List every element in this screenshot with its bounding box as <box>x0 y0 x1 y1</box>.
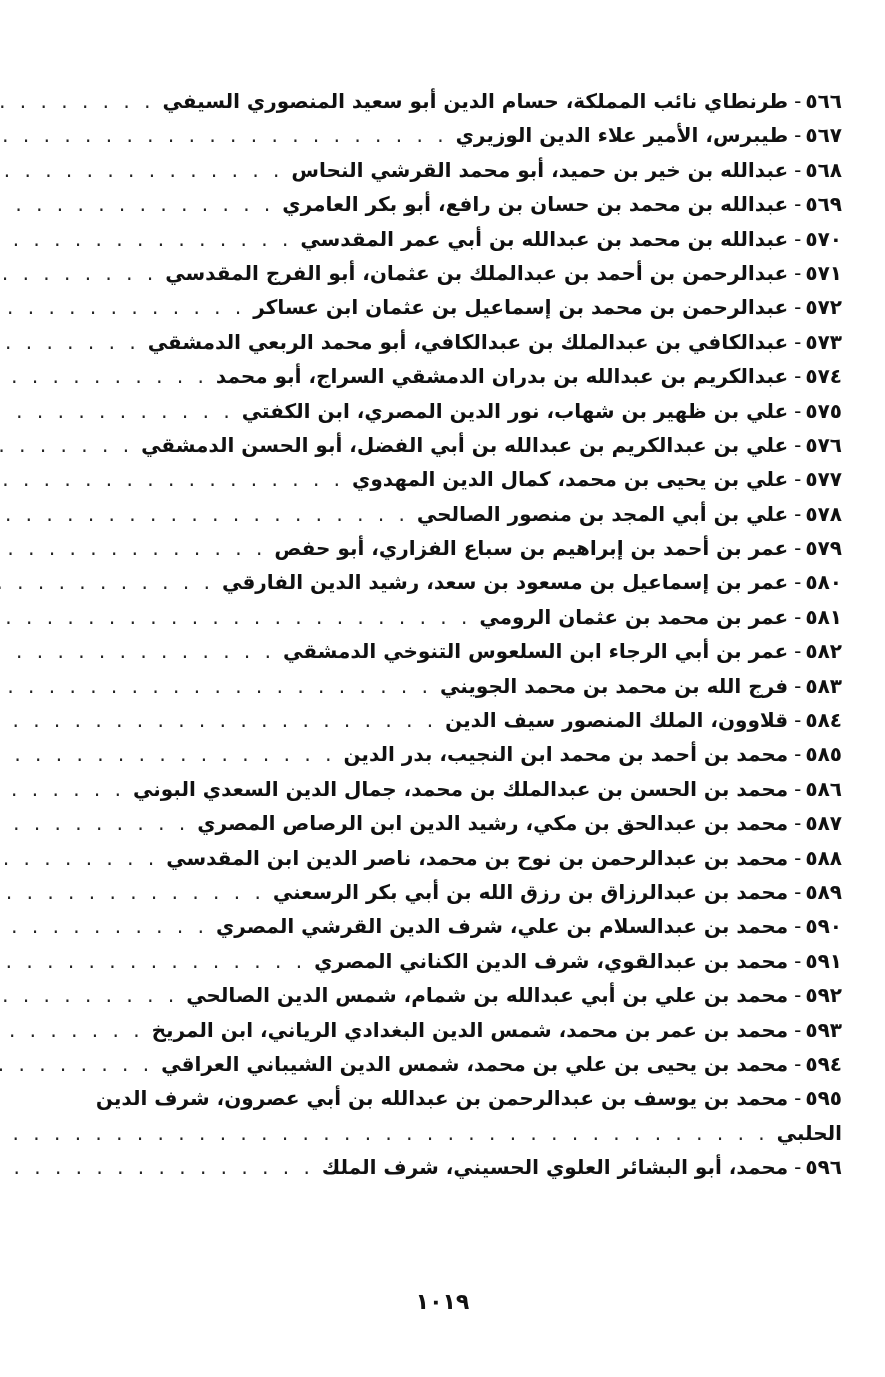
entry-number: ٥٨٢ <box>805 639 842 664</box>
index-entry <box>92 290 842 324</box>
leader-dots <box>0 1150 322 1184</box>
entry-title: محمد بن عبدالرحمن بن نوح بن محمد، ناصر الدين ابن المقدسي <box>166 845 789 870</box>
index-entry <box>92 875 842 909</box>
leader-dots <box>0 565 222 599</box>
leader-dots <box>0 600 479 634</box>
leader-dots <box>0 497 417 531</box>
entry-number: ٥٩١ <box>805 948 842 973</box>
entry-number: ٥٨٤ <box>805 708 842 733</box>
entry-separator: - <box>794 948 802 973</box>
entry-separator: - <box>794 879 802 904</box>
entry-number: ٥٨٣ <box>805 673 842 698</box>
leader-dots <box>0 841 166 875</box>
entry-separator: - <box>794 398 802 423</box>
entry-number: ٥٩٤ <box>805 1051 842 1076</box>
entry-title: عمر بن محمد بن عثمان الرومي <box>479 604 789 629</box>
entry-separator: - <box>794 1155 802 1180</box>
leader-dots <box>0 428 141 462</box>
entry-title: قلاوون، الملك المنصور سيف الدين <box>445 708 789 733</box>
entry-separator: - <box>794 89 802 113</box>
leader-dots <box>0 737 343 771</box>
index-entry <box>92 394 842 428</box>
entry-separator: - <box>794 914 802 939</box>
leader-dots <box>0 634 283 668</box>
leader-dots <box>0 1116 777 1150</box>
entry-separator: - <box>794 192 802 217</box>
entry-number: ٥٧٠ <box>805 226 842 251</box>
entry-separator: - <box>794 329 802 354</box>
index-entry <box>92 1047 842 1081</box>
index-entry <box>92 703 842 737</box>
entry-separator: - <box>794 742 802 767</box>
entry-title: عبدالله بن محمد بن حسان بن رافع، أبو بكر العامري <box>282 192 789 217</box>
leader-dots <box>0 84 162 118</box>
index-entry <box>92 806 842 840</box>
entry-title: محمد بن عبدالرزاق بن رزق الله بن أبي بكر الرسعني <box>272 879 789 904</box>
index-entry <box>92 359 842 393</box>
entry-separator: - <box>794 157 802 182</box>
page-number-footer: ١٠١٩ <box>415 1290 470 1315</box>
entry-number: ٥٨١ <box>805 604 842 629</box>
index-entry <box>92 944 842 978</box>
leader-dots <box>0 394 242 428</box>
index-entry <box>92 187 842 221</box>
entry-title: عمر بن أبي الرجاء ابن السلعوس التنوخي الدمشقي <box>283 639 789 664</box>
index-entry <box>92 325 842 359</box>
entry-number: ٥٨٨ <box>805 845 842 870</box>
entry-separator: - <box>794 673 802 698</box>
entry-title: محمد بن الحسن بن عبدالملك بن محمد، جمال الدين السعدي البوني <box>133 776 789 801</box>
leader-dots <box>0 978 186 1012</box>
entry-separator: - <box>794 604 802 629</box>
entry-title: فرج الله بن محمد بن محمد الجويني <box>440 673 789 698</box>
leader-dots <box>0 944 314 978</box>
entry-title: محمد، أبو البشائر العلوي الحسيني، شرف الملك <box>321 1155 789 1180</box>
entry-line-second <box>92 1116 842 1150</box>
index-entry <box>92 428 842 462</box>
entry-separator: - <box>794 639 802 664</box>
leader-dots <box>0 222 300 256</box>
entry-number: ٥٩٢ <box>805 983 842 1008</box>
entry-separator: - <box>794 845 802 870</box>
entry-title: محمد بن عمر بن محمد، شمس الدين البغدادي الرياني، ابن المريخ <box>151 1017 789 1042</box>
entry-number: ٥٦٩ <box>805 192 842 217</box>
entry-separator: - <box>794 432 802 457</box>
entry-separator: - <box>794 226 802 251</box>
entry-title: علي بن أبي المجد بن منصور الصالحي <box>416 501 789 526</box>
leader-dots <box>0 462 352 496</box>
entry-number: ٥٧٣ <box>805 329 842 354</box>
entry-number: ٥٩٥ <box>805 1086 842 1111</box>
entry-separator: - <box>794 776 802 801</box>
leader-dots <box>0 806 197 840</box>
entry-title: محمد بن عبدالحق بن مكي، رشيد الدين ابن الرصاص المصري <box>197 811 789 836</box>
leader-dots <box>0 325 148 359</box>
entry-number: ٥٧٦ <box>805 432 842 457</box>
entry-number: ٥٨٠ <box>805 570 842 595</box>
entry-separator: - <box>794 295 802 320</box>
entry-title: محمد بن يوسف بن عبدالرحمن بن عبدالله بن أبي عصرون، شرف الدين <box>95 1086 789 1111</box>
entry-separator: - <box>794 811 802 836</box>
entry-title: عمر بن إسماعيل بن مسعود بن سعد، رشيد الدين الفارقي <box>221 570 789 595</box>
entry-separator: - <box>794 123 802 148</box>
entry-number: ٥٨٩ <box>805 879 842 904</box>
entry-number: ٥٩٠ <box>805 914 842 939</box>
entry-separator: - <box>794 1051 802 1076</box>
index-list <box>92 84 842 1185</box>
leader-dots <box>0 1013 152 1047</box>
entry-title: محمد بن أحمد بن محمد ابن النجيب، بدر الدين <box>343 742 789 767</box>
entry-separator: - <box>794 364 802 389</box>
entry-number: ٥٧٨ <box>805 501 842 526</box>
entry-separator: - <box>794 708 802 733</box>
entry-title: علي بن عبدالكريم بن عبدالله بن أبي الفضل، أبو الحسن الدمشقي <box>141 432 789 457</box>
entry-title: عبدالكريم بن عبدالله بن بدران الدمشقي السراج، أبو محمد <box>215 364 789 389</box>
index-entry <box>92 669 842 703</box>
entry-title: طرنطاي نائب المملكة، حسام الدين أبو سعيد المنصوري السيفي <box>162 89 789 113</box>
entry-separator: - <box>794 501 802 526</box>
entry-separator: - <box>794 570 802 595</box>
index-entry <box>92 600 842 634</box>
index-entry <box>92 978 842 1012</box>
index-entry <box>92 531 842 565</box>
entry-number: ٥٧٢ <box>805 295 842 320</box>
leader-dots <box>0 256 165 290</box>
leader-dots <box>0 703 445 737</box>
entry-title: عبدالكافي بن عبدالملك بن عبدالكافي، أبو محمد الربعي الدمشقي <box>147 329 789 354</box>
index-entry <box>92 256 842 290</box>
leader-dots <box>0 772 133 806</box>
index-entry <box>92 1150 842 1184</box>
leader-dots <box>0 909 216 943</box>
entry-title: علي بن يحيى بن محمد، كمال الدين المهدوي <box>352 467 789 492</box>
entry-number: ٥٦٨ <box>805 157 842 182</box>
entry-number: ٥٧٤ <box>805 364 842 389</box>
index-entry <box>92 84 842 118</box>
index-entry <box>92 737 842 771</box>
leader-dots <box>0 290 253 324</box>
entry-title: علي بن ظهير بن شهاب، نور الدين المصري، ابن الكفتي <box>241 398 789 423</box>
leader-dots <box>0 118 456 152</box>
entry-number: ٥٧٥ <box>805 398 842 423</box>
index-entry <box>92 462 842 496</box>
entry-title: عبدالرحمن بن أحمد بن عبدالملك بن عثمان، أبو الفرج المقدسي <box>165 260 789 285</box>
index-entry <box>92 772 842 806</box>
entry-separator: - <box>794 467 802 492</box>
leader-dots <box>0 669 440 703</box>
index-entry <box>92 841 842 875</box>
entry-separator: - <box>794 536 802 561</box>
entry-separator: - <box>794 260 802 285</box>
entry-title: عبدالله بن محمد بن عبدالله بن أبي عمر المقدسي <box>300 226 789 251</box>
entry-title: طيبرس، الأمير علاء الدين الوزيري <box>455 123 789 148</box>
entry-title-continued: الحلبي <box>776 1120 842 1145</box>
entry-number: ٥٨٥ <box>805 742 842 767</box>
entry-line-first <box>92 1081 842 1115</box>
index-entry <box>92 497 842 531</box>
entry-number: ٥٦٦ <box>805 89 842 113</box>
entry-separator: - <box>794 983 802 1008</box>
entry-title: محمد بن عبدالقوي، شرف الدين الكناني المصري <box>314 948 789 973</box>
entry-number: ٥٩٣ <box>805 1017 842 1042</box>
leader-dots <box>0 359 216 393</box>
leader-dots <box>0 875 273 909</box>
index-entry <box>92 153 842 187</box>
entry-title: عمر بن أحمد بن إبراهيم بن سباع الفزاري، أبو حفص <box>274 536 789 561</box>
index-entry-wrapped <box>92 1081 842 1150</box>
index-entry <box>92 909 842 943</box>
index-entry <box>92 222 842 256</box>
index-entry <box>92 118 842 152</box>
entry-title: عبدالرحمن بن محمد بن إسماعيل بن عثمان ابن عساكر <box>253 295 789 320</box>
leader-dots <box>0 187 282 221</box>
index-entry <box>92 634 842 668</box>
entry-title: عبدالله بن خير بن حميد، أبو محمد القرشي النحاس <box>291 157 789 182</box>
leader-dots <box>0 1047 161 1081</box>
entry-number: ٥٧١ <box>805 260 842 285</box>
index-entry <box>92 1013 842 1047</box>
index-entry <box>92 565 842 599</box>
entry-separator: - <box>794 1017 802 1042</box>
entry-separator: - <box>794 1086 802 1111</box>
entry-number: ٥٨٧ <box>805 811 842 836</box>
entry-number: ٥٧٩ <box>805 536 842 561</box>
leader-dots <box>0 153 291 187</box>
entry-number: ٥٩٦ <box>805 1155 842 1180</box>
entry-title: محمد بن علي بن أبي عبدالله بن شمام، شمس الدين الصالحي <box>186 983 789 1008</box>
entry-title: محمد بن عبدالسلام بن علي، شرف الدين القرشي المصري <box>215 914 789 939</box>
leader-dots <box>0 531 274 565</box>
entry-number: ٥٨٦ <box>805 776 842 801</box>
entry-number: ٥٧٧ <box>805 467 842 492</box>
entry-title: محمد بن يحيى بن علي بن محمد، شمس الدين الشيباني العراقي <box>161 1051 789 1076</box>
entry-number: ٥٦٧ <box>805 123 842 148</box>
